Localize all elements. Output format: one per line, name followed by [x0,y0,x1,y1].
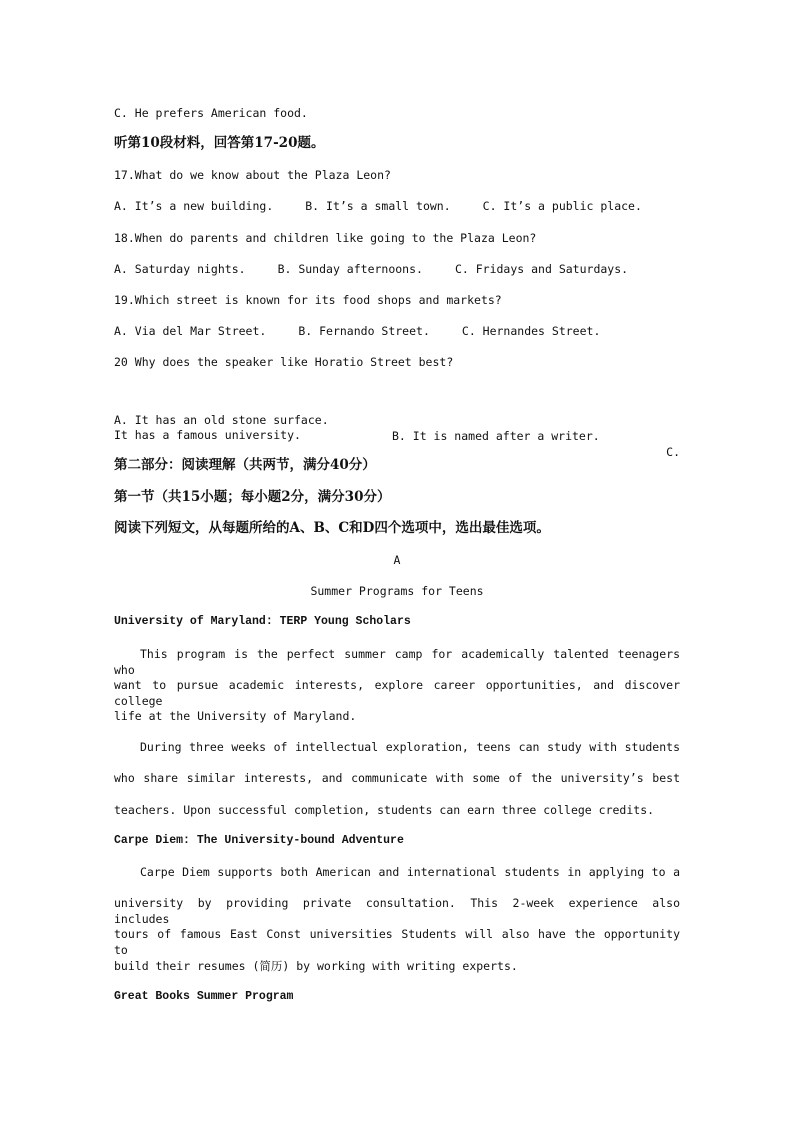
program1-p2-line3: teachers. Upon successful completion, students can earn three college credits. [114,803,655,817]
passage-letter: A [393,553,401,567]
q17-option-c: C. It’s a public place. [482,199,642,213]
program2-p1-line1: Carpe Diem supports both American and international students in applying to a [140,865,680,879]
q19-option-b: B. Fernando Street. [298,324,430,338]
q17-option-b: B. It’s a small town. [305,199,451,213]
q20-option-c-label: C. [666,445,680,459]
program2-p1-line4: build their resumes (简历) by working with writing experts. [114,959,518,973]
part2-heading: 第二部分：阅读理解（共两节，满分40分） [114,457,376,473]
q18-option-c: C. Fridays and Saturdays. [454,262,629,276]
program1-p1-line2: want to pursue academic interests, explore career opportunities, and discover college [114,678,680,708]
q19-text: 19.Which street is known for its food shops and markets? [114,293,502,307]
program1-name: University of Maryland: TERP Young Scholars [114,615,411,628]
q18-options [114,261,680,277]
q19-options [114,323,680,339]
section1-heading: 第一节（共15小题；每小题2分，满分30分） [114,489,391,505]
program1-p1-line1: This program is the perfect summer camp for academically talented teenagers who [114,647,680,677]
q17-options [114,198,680,214]
q20-option-c-text: It has a famous university. [114,428,301,442]
q16-option-c: C. He prefers American food. [114,106,308,120]
program1-p1-line3: life at the University of Maryland. [114,709,357,723]
q20-option-b: B. It is named after a writer. [392,429,600,443]
program2-p1-line2: university by providing private consultation. This 2-week experience also includes [114,896,680,926]
program3-name: Great Books Summer Program [114,990,294,1003]
reading-instruction: 阅读下列短文，从每题所给的A、B、C和D四个选项中，选出最佳选项。 [114,520,550,536]
q20-text: 20 Why does the speaker like Horatio Street best? [114,355,454,369]
listening-heading: 听第10段材料，回答第17-20题。 [114,135,325,151]
q17-option-a: A. It’s a new building. [114,199,274,213]
program1-p2-line2: who share similar interests, and communicate with some of the university’s best [114,771,680,785]
q19-option-c: C. Hernandes Street. [461,324,601,338]
q18-option-a: A. Saturday nights. [114,262,246,276]
program2-p1-line3: tours of famous East Const universities Students will also have the opportunity to [114,927,680,957]
q19-option-a: A. Via del Mar Street. [114,324,267,338]
q17-text: 17.What do we know about the Plaza Leon? [114,168,391,182]
q20-option-a: A. It has an old stone surface. [114,413,329,427]
q18-text: 18.When do parents and children like going to the Plaza Leon? [114,231,537,245]
q18-option-b: B. Sunday afternoons. [277,262,423,276]
program2-name: Carpe Diem: The University-bound Adventure [114,834,404,847]
passage-title: Summer Programs for Teens [310,584,484,598]
program1-p2-line1: During three weeks of intellectual exploration, teens can study with students [140,740,680,754]
